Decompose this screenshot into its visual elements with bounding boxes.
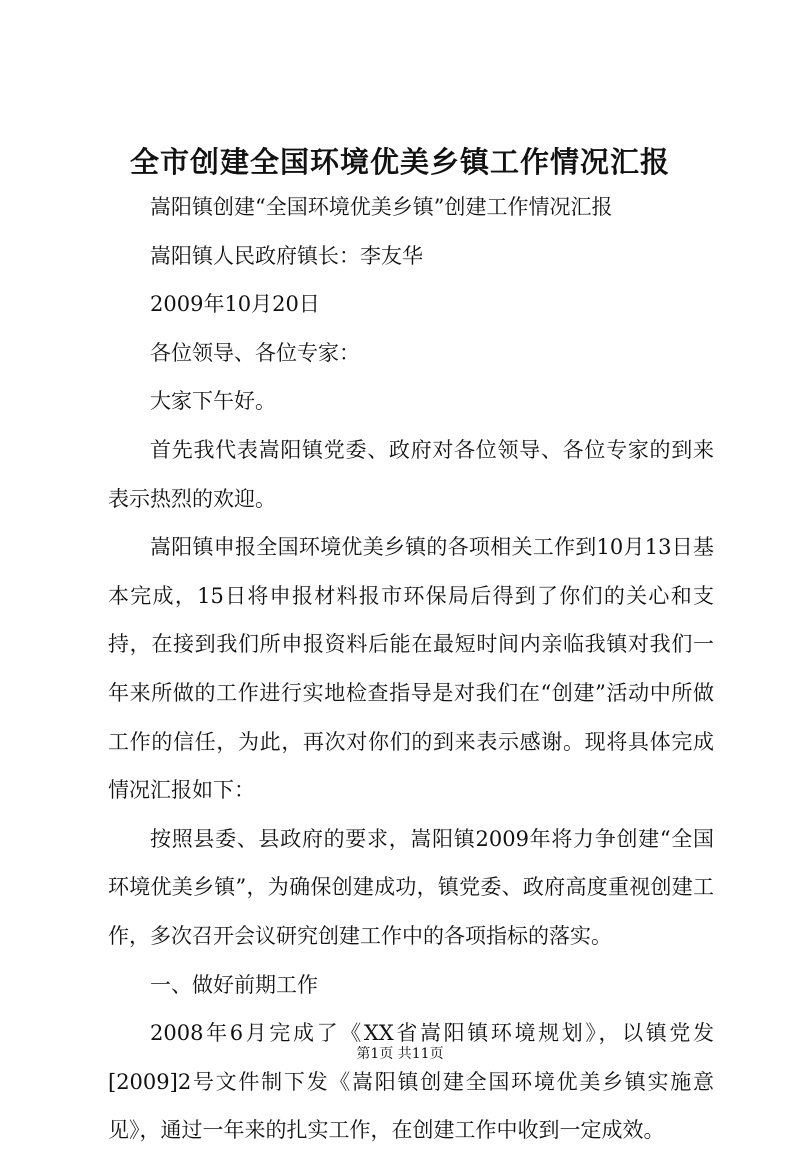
paragraph-greeting: 大家下午好。	[150, 389, 276, 414]
page-number-footer: 第1页 共11页	[356, 1046, 444, 1062]
paragraph-progress: 嵩阳镇申报全国环境优美乡镇的各项相关工作到10月13日基本完成，15日将申报材料报市环保局后得到了你们的关心和支持，在接到我们所申报资料后能在最短时间内亲临我镇对我们一年来所做的工作进行实地检查指导是对我们在“创建”活动中所做工作的信任，为此，再次对你们的到来表示感谢。现将具体完成情况汇报如下：	[108, 535, 714, 803]
paragraph-welcome: 首先我代表嵩阳镇党委、政府对各位领导、各位专家的到来表示热烈的欢迎。	[108, 437, 714, 511]
paragraph-date: 2009年10月20日	[150, 292, 320, 317]
paragraph-subtitle: 嵩阳镇创建“全国环境优美乡镇”创建工作情况汇报	[150, 195, 613, 219]
section-heading: 一、做好前期工作	[150, 972, 318, 997]
document-title: 全市创建全国环境优美乡镇工作情况汇报	[129, 145, 670, 179]
paragraph-salutation: 各位领导、各位专家：	[150, 340, 360, 365]
paragraph-requirements: 按照县委、县政府的要求，嵩阳镇2009年将力争创建“全国环境优美乡镇”，为确保创建成功，镇党委、政府高度重视创建工作，多次召开会议研究创建工作中的各项指标的落实。	[108, 826, 714, 948]
paragraph-plan: 2008年6月完成了《XX省嵩阳镇环境规划》，以镇党发[2009]2号文件制下发《嵩阳镇创建全国环境优美乡镇实施意见》，通过一年来的扎实工作，在创建工作中收到一定成效。	[108, 1021, 714, 1143]
paragraph-author: 嵩阳镇人民政府镇长：李友华	[150, 243, 423, 268]
document-body	[108, 183, 714, 1155]
